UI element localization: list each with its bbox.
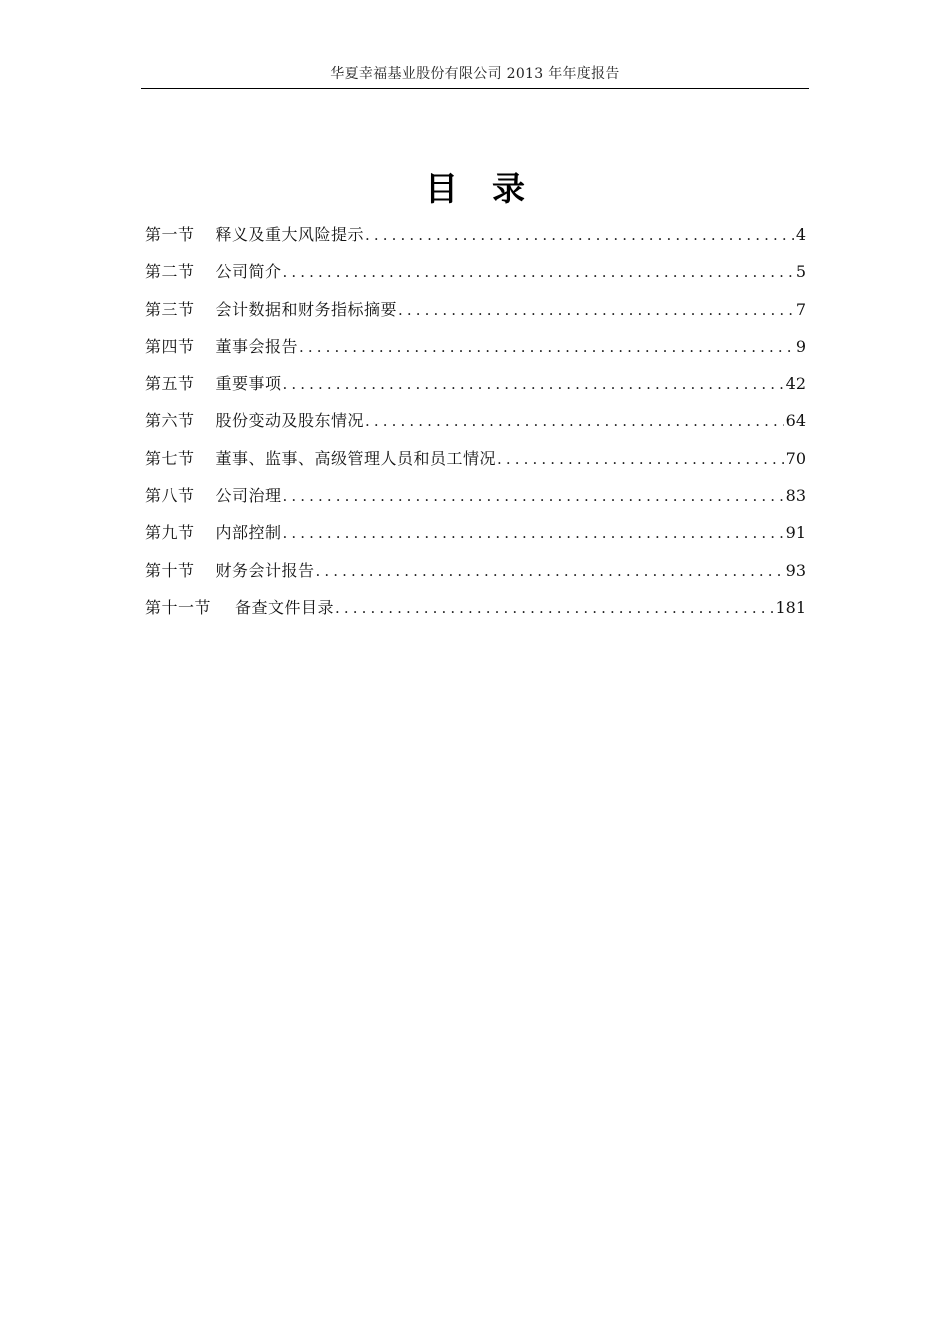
toc-heading: 释义及重大风险提示 xyxy=(215,225,365,244)
toc-heading: 股份变动及股东情况 xyxy=(215,411,365,431)
toc-dot-leader xyxy=(364,222,794,248)
toc-dot-leader xyxy=(282,259,794,285)
toc-page-number: 93 xyxy=(785,560,806,580)
toc-page-number: 181 xyxy=(775,597,806,617)
toc-heading: 重要事项 xyxy=(215,374,282,394)
toc-dot-leader xyxy=(315,558,784,584)
toc-heading: 董事、监事、高级管理人员和员工情况 xyxy=(215,448,497,468)
toc-dot-leader xyxy=(334,595,773,621)
toc-entry-8[interactable] xyxy=(145,483,806,520)
toc-section-number: 第十一节 xyxy=(145,597,212,617)
toc-dot-leader xyxy=(282,483,784,509)
toc-entry-4[interactable] xyxy=(145,334,806,371)
toc-dot-leader xyxy=(282,520,784,546)
toc-heading: 董事会报告 xyxy=(215,336,299,356)
toc-entry-10[interactable] xyxy=(145,558,806,595)
toc-dot-leader xyxy=(282,371,784,397)
toc-page-number: 9 xyxy=(795,336,806,356)
toc-section-number: 第二节 xyxy=(145,262,195,282)
toc-section-number: 第九节 xyxy=(145,523,195,543)
toc-page-number: 91 xyxy=(785,523,806,543)
toc-page-number: 83 xyxy=(785,486,806,506)
table-of-contents xyxy=(145,222,806,632)
toc-section-number: 第四节 xyxy=(145,336,195,356)
toc-page-number: 5 xyxy=(795,262,806,282)
toc-entry-9[interactable] xyxy=(145,520,806,557)
toc-heading: 公司治理 xyxy=(215,486,282,506)
toc-entry-6[interactable] xyxy=(145,408,806,445)
toc-entry-7[interactable] xyxy=(145,446,806,483)
toc-dot-leader xyxy=(397,297,794,323)
toc-section-number: 第八节 xyxy=(145,486,195,506)
header-rule xyxy=(141,88,809,89)
toc-section-number: 第六节 xyxy=(145,411,195,431)
toc-entry-1[interactable] xyxy=(145,222,806,259)
toc-page-number: 7 xyxy=(795,299,806,319)
toc-title: 目录 xyxy=(425,169,559,208)
toc-dot-leader xyxy=(364,408,784,434)
toc-section-number: 第三节 xyxy=(145,299,195,319)
toc-entry-3[interactable] xyxy=(145,297,806,334)
toc-page-number: 4 xyxy=(795,225,806,244)
toc-heading: 会计数据和财务指标摘要 xyxy=(215,299,398,319)
toc-dot-leader xyxy=(496,446,784,472)
toc-heading: 内部控制 xyxy=(215,523,282,543)
toc-page-number: 64 xyxy=(785,411,806,431)
toc-page-number: 42 xyxy=(785,374,806,394)
toc-section-number: 第七节 xyxy=(145,448,195,468)
toc-entry-5[interactable] xyxy=(145,371,806,408)
toc-dot-leader xyxy=(298,334,794,360)
toc-heading: 财务会计报告 xyxy=(215,560,315,580)
toc-entry-2[interactable] xyxy=(145,259,806,296)
running-header: 华夏幸福基业股份有限公司 2013 年年度报告 xyxy=(330,66,620,82)
toc-heading: 公司简介 xyxy=(215,262,282,282)
toc-entry-11[interactable] xyxy=(145,595,806,632)
toc-section-number: 第五节 xyxy=(145,374,195,394)
toc-section-number: 第一节 xyxy=(145,225,195,244)
toc-section-number: 第十节 xyxy=(145,560,195,580)
toc-page-number: 70 xyxy=(785,448,806,468)
toc-heading: 备查文件目录 xyxy=(235,597,335,617)
